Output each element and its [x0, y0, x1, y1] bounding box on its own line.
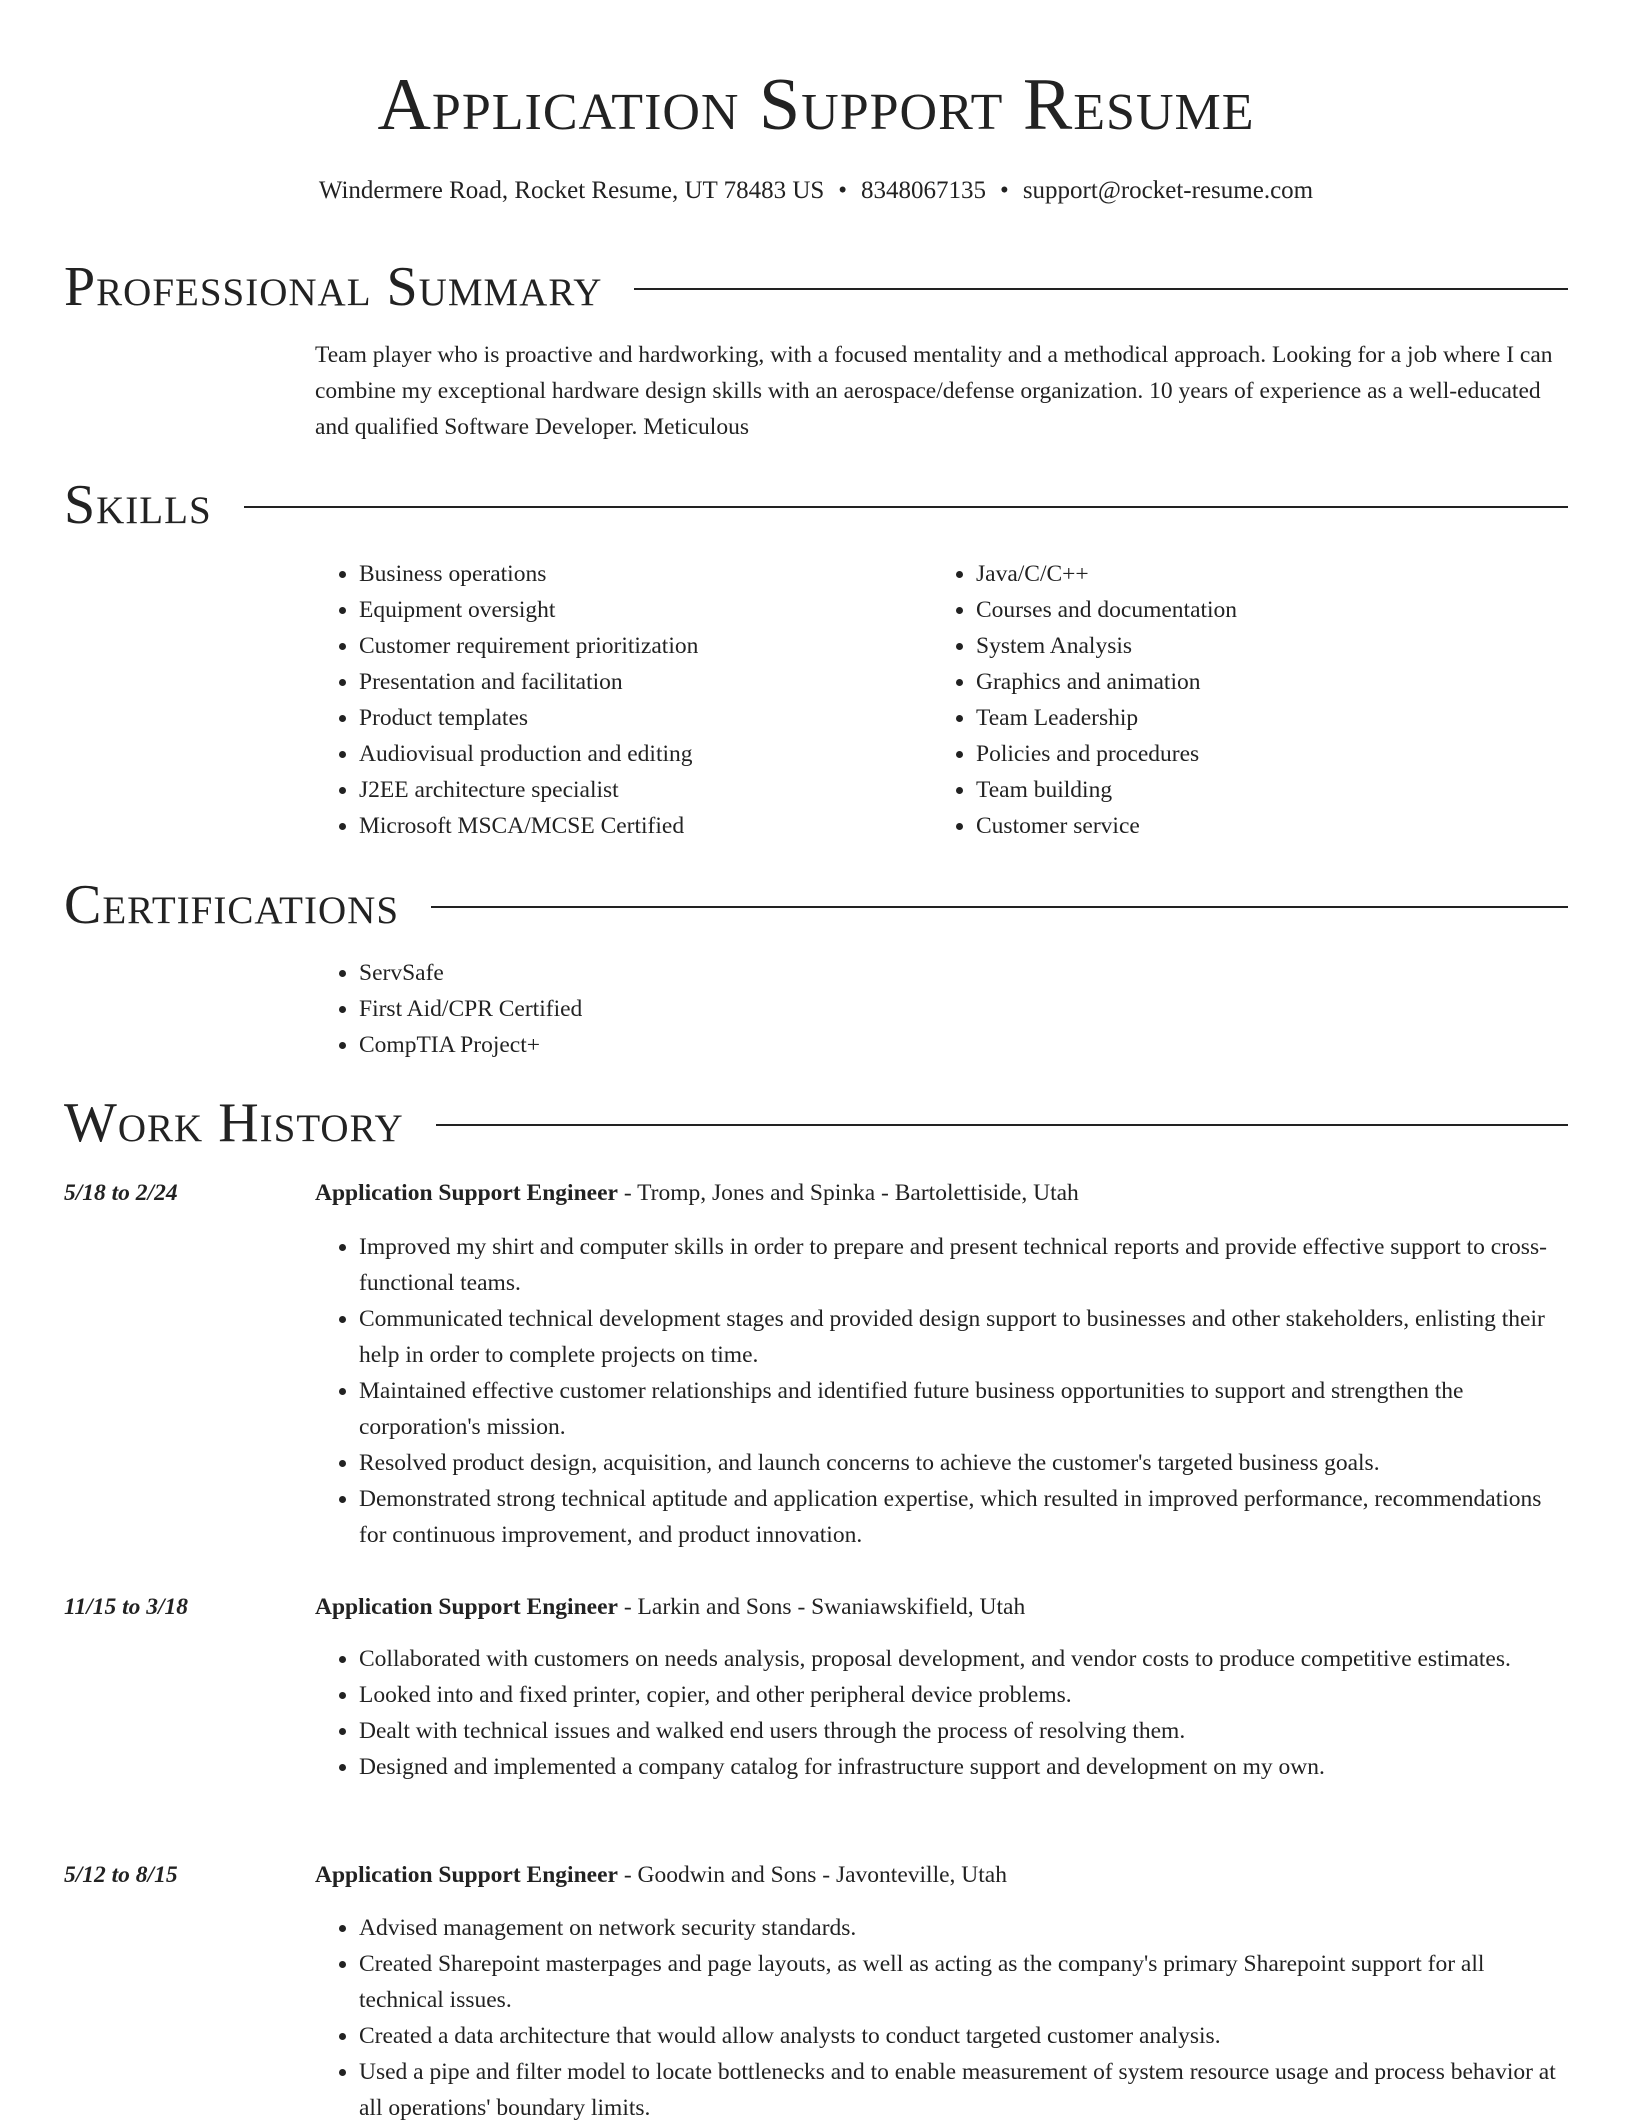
job-bullet: • Resolved product design, acquisition, and launch concerns to achieve the customer's targeted business goals. — [359, 1445, 1568, 1481]
job-company: - Larkin and Sons - Swaniawskifield, Utah — [617, 1594, 1026, 1620]
job-bullet: • Used a pipe and filter model to locate bottlenecks and to enable measurement of system resource usage and process behavior at all operations' boundary limits. — [359, 2054, 1568, 2126]
certification-item: • CompTIA Project+ — [359, 1027, 1568, 1063]
certifications-list — [315, 955, 1568, 1063]
section-professional-summary — [64, 252, 1568, 322]
job-bullet: • Advised management on network security standards. — [359, 1910, 1568, 1946]
job-bullet: • Communicated technical development stages and provided design support to businesses and other stakeholders, enlisting their help in order to complete projects on time. — [359, 1301, 1568, 1373]
skill-item: • Customer service — [976, 808, 1492, 844]
skill-item: • Business operations — [359, 556, 875, 592]
section-title: Work History — [64, 1092, 404, 1154]
contact-email: support@rocket-resume.com — [1022, 177, 1314, 204]
skill-item: • Equipment oversight — [359, 592, 875, 628]
summary-text: Team player who is proactive and hardworking, with a focused mentality and a methodical approach. Looking for a job where I can combine my exceptional hardware design skills with an aerospace/defense organization. 10 years of experience as a well-educated and qualified Software Developer. Meticulous — [315, 342, 1553, 440]
resume-title: Application Support Resume — [377, 64, 1255, 146]
job-bullet: • Demonstrated strong technical aptitude and application expertise, which resulted in improved performance, recommendations for continuous improvement, and product innovation. — [359, 1481, 1568, 1553]
job-heading — [315, 1589, 1568, 1625]
job-bullet: • Designed and implemented a company catalog for infrastructure support and development on my own. — [359, 1749, 1568, 1785]
job-heading — [315, 1857, 1568, 1893]
skill-item: • J2EE architecture specialist — [359, 772, 875, 808]
certifications-block — [315, 955, 1568, 1063]
section-certifications — [64, 870, 1568, 940]
section-divider — [436, 1124, 1568, 1126]
job-bullets-block — [315, 1229, 1568, 1553]
contact-address: Windermere Road, Rocket Resume, UT 78483 US — [318, 177, 825, 204]
certification-item: • First Aid/CPR Certified — [359, 991, 1568, 1027]
job-dates: 5/12 to 8/15 — [64, 1862, 178, 1888]
skill-item: • Product templates — [359, 700, 875, 736]
section-title: Professional Summary — [64, 256, 603, 318]
section-divider — [244, 506, 1568, 508]
job-title: Application Support Engineer — [315, 1862, 618, 1888]
certification-item: • ServSafe — [359, 955, 1568, 991]
section-title: Certifications — [64, 874, 400, 936]
job-bullets-block — [315, 1910, 1568, 2126]
section-skills — [64, 470, 1568, 540]
job-company: - Goodwin and Sons - Javonteville, Utah — [617, 1862, 1007, 1888]
section-title: Skills — [64, 474, 212, 536]
skill-item: • Policies and procedures — [976, 736, 1492, 772]
job-bullets — [315, 1229, 1568, 1553]
skills-column-left — [315, 556, 875, 844]
skills-list-right — [932, 556, 1492, 844]
section-divider — [431, 906, 1568, 908]
job-title: Application Support Engineer — [315, 1594, 618, 1620]
separator-dot: • — [1000, 177, 1009, 204]
skills-list-left — [315, 556, 875, 844]
contact-phone: 8348067135 — [861, 177, 987, 204]
skill-item: • Graphics and animation — [976, 664, 1492, 700]
skill-item: • Courses and documentation — [976, 592, 1492, 628]
job-bullet: • Created Sharepoint masterpages and page layouts, as well as acting as the company's primary Sharepoint support for all technical issues. — [359, 1946, 1568, 2018]
job-bullet: • Created a data architecture that would allow analysts to conduct targeted customer analysis. — [359, 2018, 1568, 2054]
job-bullets — [315, 1910, 1568, 2126]
job-bullet: • Dealt with technical issues and walked end users through the process of resolving them. — [359, 1713, 1568, 1749]
skill-item: • System Analysis — [976, 628, 1492, 664]
section-work-history — [64, 1088, 1568, 1158]
skill-item: • Team building — [976, 772, 1492, 808]
job-heading — [315, 1175, 1568, 1211]
section-divider — [634, 288, 1568, 290]
job-bullet: • Maintained effective customer relationships and identified future business opportunities to support and strengthen the corporation's mission. — [359, 1373, 1568, 1445]
job-company: - Tromp, Jones and Spinka - Bartolettiside, Utah — [617, 1180, 1079, 1206]
separator-dot: • — [838, 177, 848, 204]
skill-item: • Java/C/C++ — [976, 556, 1492, 592]
job-bullet: • Improved my shirt and computer skills in order to prepare and present technical reports and provide effective support to cross-functional teams. — [359, 1229, 1568, 1301]
job-title: Application Support Engineer — [315, 1180, 618, 1206]
job-bullets-block — [315, 1641, 1568, 1785]
skill-item: • Team Leadership — [976, 700, 1492, 736]
skills-column-right — [932, 556, 1492, 844]
skill-item: • Audiovisual production and editing — [359, 736, 875, 772]
job-bullet: • Looked into and fixed printer, copier, and other peripheral device problems. — [359, 1677, 1568, 1713]
job-bullets — [315, 1641, 1568, 1785]
job-bullet: • Collaborated with customers on needs analysis, proposal development, and vendor costs to produce competitive estimates. — [359, 1641, 1568, 1677]
job-dates: 5/18 to 2/24 — [64, 1180, 178, 1206]
skill-item: • Microsoft MSCA/MCSE Certified — [359, 808, 875, 844]
job-dates: 11/15 to 3/18 — [64, 1594, 189, 1620]
skill-item: • Customer requirement prioritization — [359, 628, 875, 664]
contact-line — [0, 174, 1632, 208]
skill-item: • Presentation and facilitation — [359, 664, 875, 700]
